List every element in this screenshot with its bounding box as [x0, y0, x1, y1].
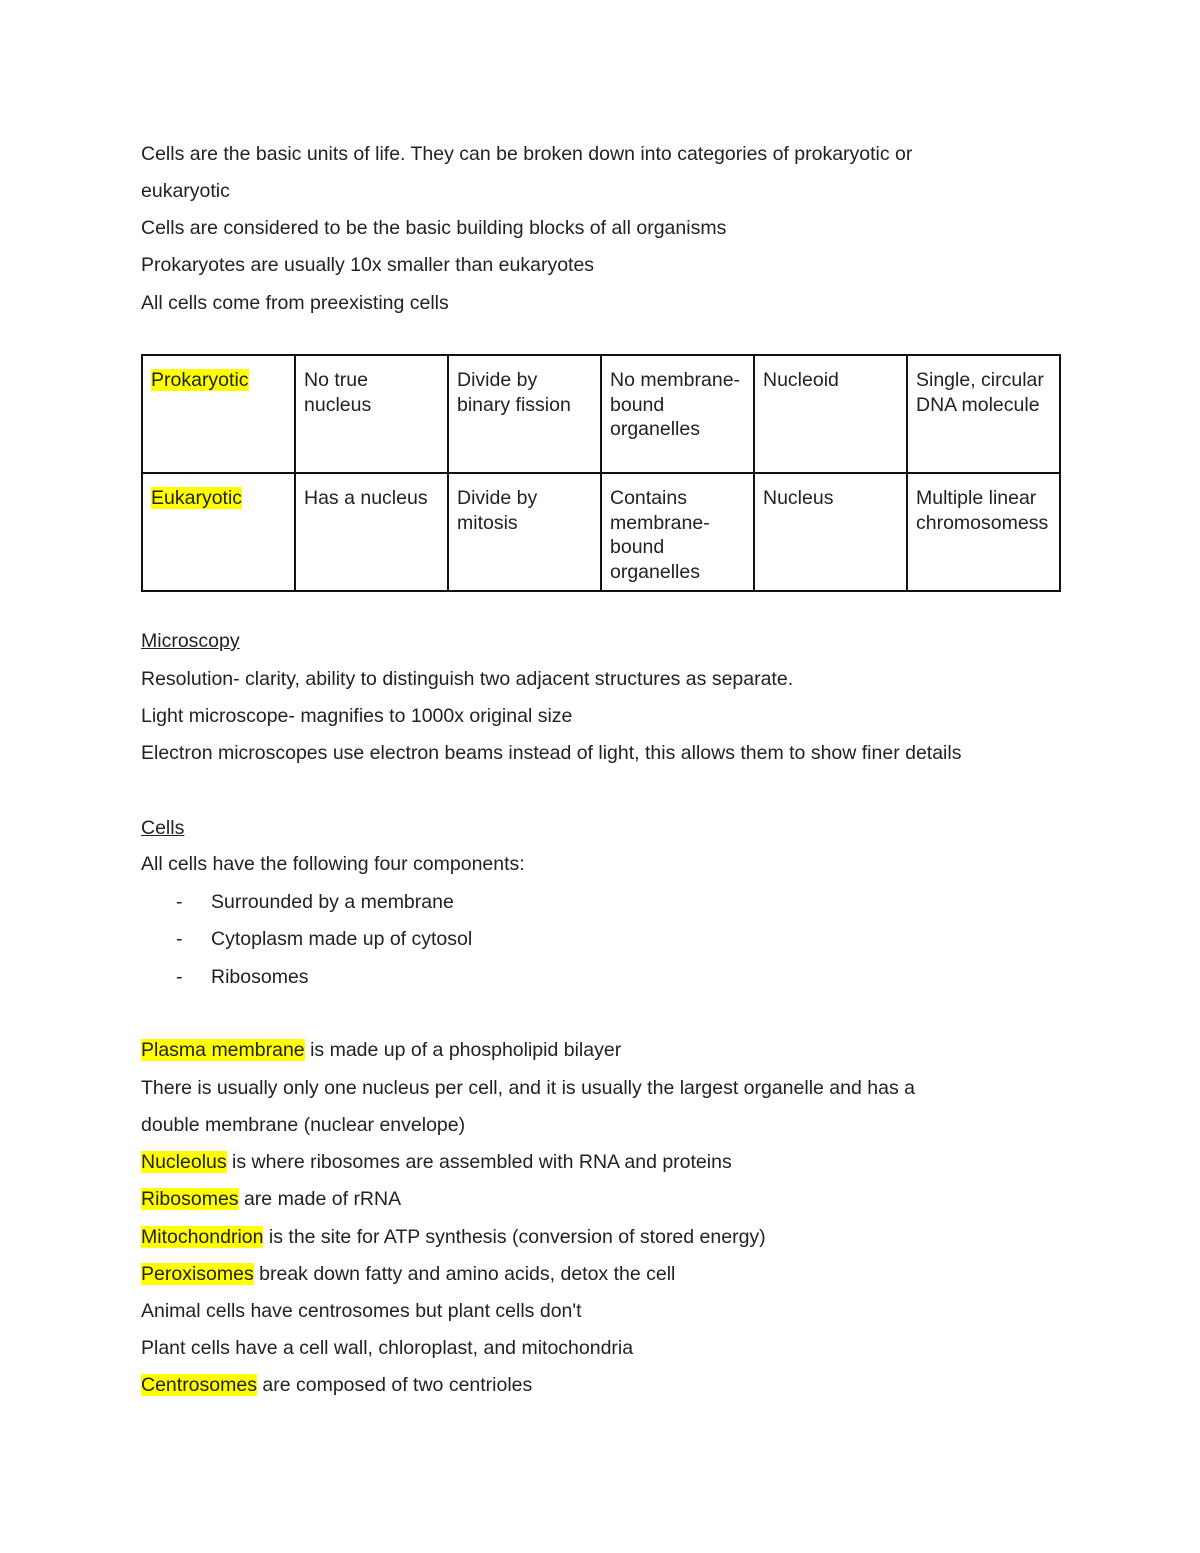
bullet-text: Cytoplasm made up of cytosol: [211, 928, 473, 950]
table-cell: [142, 473, 295, 591]
highlighted-term: Centrosomes: [141, 1374, 257, 1396]
line-rest: is where ribosomes are assembled with RNA and proteins: [226, 1151, 732, 1173]
text-line: [141, 1373, 532, 1397]
table-cell: Nucleus: [754, 473, 907, 591]
table-cell: Divide by mitosis: [448, 473, 601, 591]
text-line: [141, 1262, 675, 1286]
text-line: Light microscope- magnifies to 1000x original size: [141, 705, 573, 727]
row-header-eukaryotic: Eukaryotic: [151, 487, 243, 509]
table-cell: Has a nucleus: [295, 473, 448, 591]
line-rest: is the site for ATP synthesis (conversion of stored energy): [263, 1226, 766, 1248]
table-row: [142, 473, 1060, 591]
text-line: [141, 1225, 766, 1249]
table-row: [142, 355, 1060, 473]
text-line: All cells have the following four components:: [141, 853, 525, 875]
intro-line: All cells come from preexisting cells: [141, 292, 449, 314]
line-rest: are composed of two centrioles: [256, 1374, 533, 1396]
table-cell: Contains membrane-bound organelles: [601, 473, 754, 591]
table-cell: Single, circular DNA molecule: [907, 355, 1060, 473]
highlighted-term: Nucleolus: [141, 1151, 227, 1173]
table-cell: No membrane-bound organelles: [601, 355, 754, 473]
text-line: Animal cells have centrosomes but plant cells don't: [141, 1300, 582, 1322]
line-rest: break down fatty and amino acids, detox the cell: [253, 1263, 676, 1285]
section-heading-microscopy: Microscopy: [141, 630, 240, 652]
text-line: There is usually only one nucleus per cell, and it is usually the largest organelle and has a: [141, 1077, 915, 1099]
bullet-text: Ribosomes: [211, 966, 309, 988]
intro-line: Prokaryotes are usually 10x smaller than eukaryotes: [141, 254, 595, 276]
bullet-marker: -: [176, 928, 183, 950]
section-heading-cells: Cells: [141, 817, 185, 839]
row-header-prokaryotic: Prokaryotic: [151, 369, 249, 391]
table-cell: [142, 355, 295, 473]
text-line: Resolution- clarity, ability to distinguish two adjacent structures as separate.: [141, 668, 794, 690]
text-line: Plant cells have a cell wall, chloroplast, and mitochondria: [141, 1337, 634, 1359]
highlighted-term: Mitochondrion: [141, 1226, 264, 1248]
table-cell: Divide by binary fission: [448, 355, 601, 473]
text-line: [141, 1038, 621, 1062]
bullet-marker: -: [176, 891, 183, 913]
highlighted-term: Peroxisomes: [141, 1263, 254, 1285]
line-rest: is made up of a phospholipid bilayer: [304, 1039, 622, 1061]
text-line: [141, 1187, 401, 1211]
highlighted-term: Plasma membrane: [141, 1039, 305, 1061]
intro-line: Cells are considered to be the basic building blocks of all organisms: [141, 217, 727, 239]
cell-type-comparison-table: [141, 354, 1061, 592]
text-line: [141, 1150, 732, 1174]
bullet-text: Surrounded by a membrane: [211, 891, 454, 913]
table-cell: Multiple linear chromosomess: [907, 473, 1060, 591]
table-cell: Nucleoid: [754, 355, 907, 473]
text-line: Electron microscopes use electron beams instead of light, this allows them to show finer details: [141, 742, 962, 764]
text-line: double membrane (nuclear envelope): [141, 1114, 466, 1136]
highlighted-term: Ribosomes: [141, 1188, 239, 1210]
intro-line: Cells are the basic units of life. They can be broken down into categories of prokaryotic or: [141, 143, 913, 165]
intro-line: eukaryotic: [141, 180, 230, 202]
line-rest: are made of rRNA: [238, 1188, 402, 1210]
table-cell: No true nucleus: [295, 355, 448, 473]
bullet-marker: -: [176, 966, 183, 988]
